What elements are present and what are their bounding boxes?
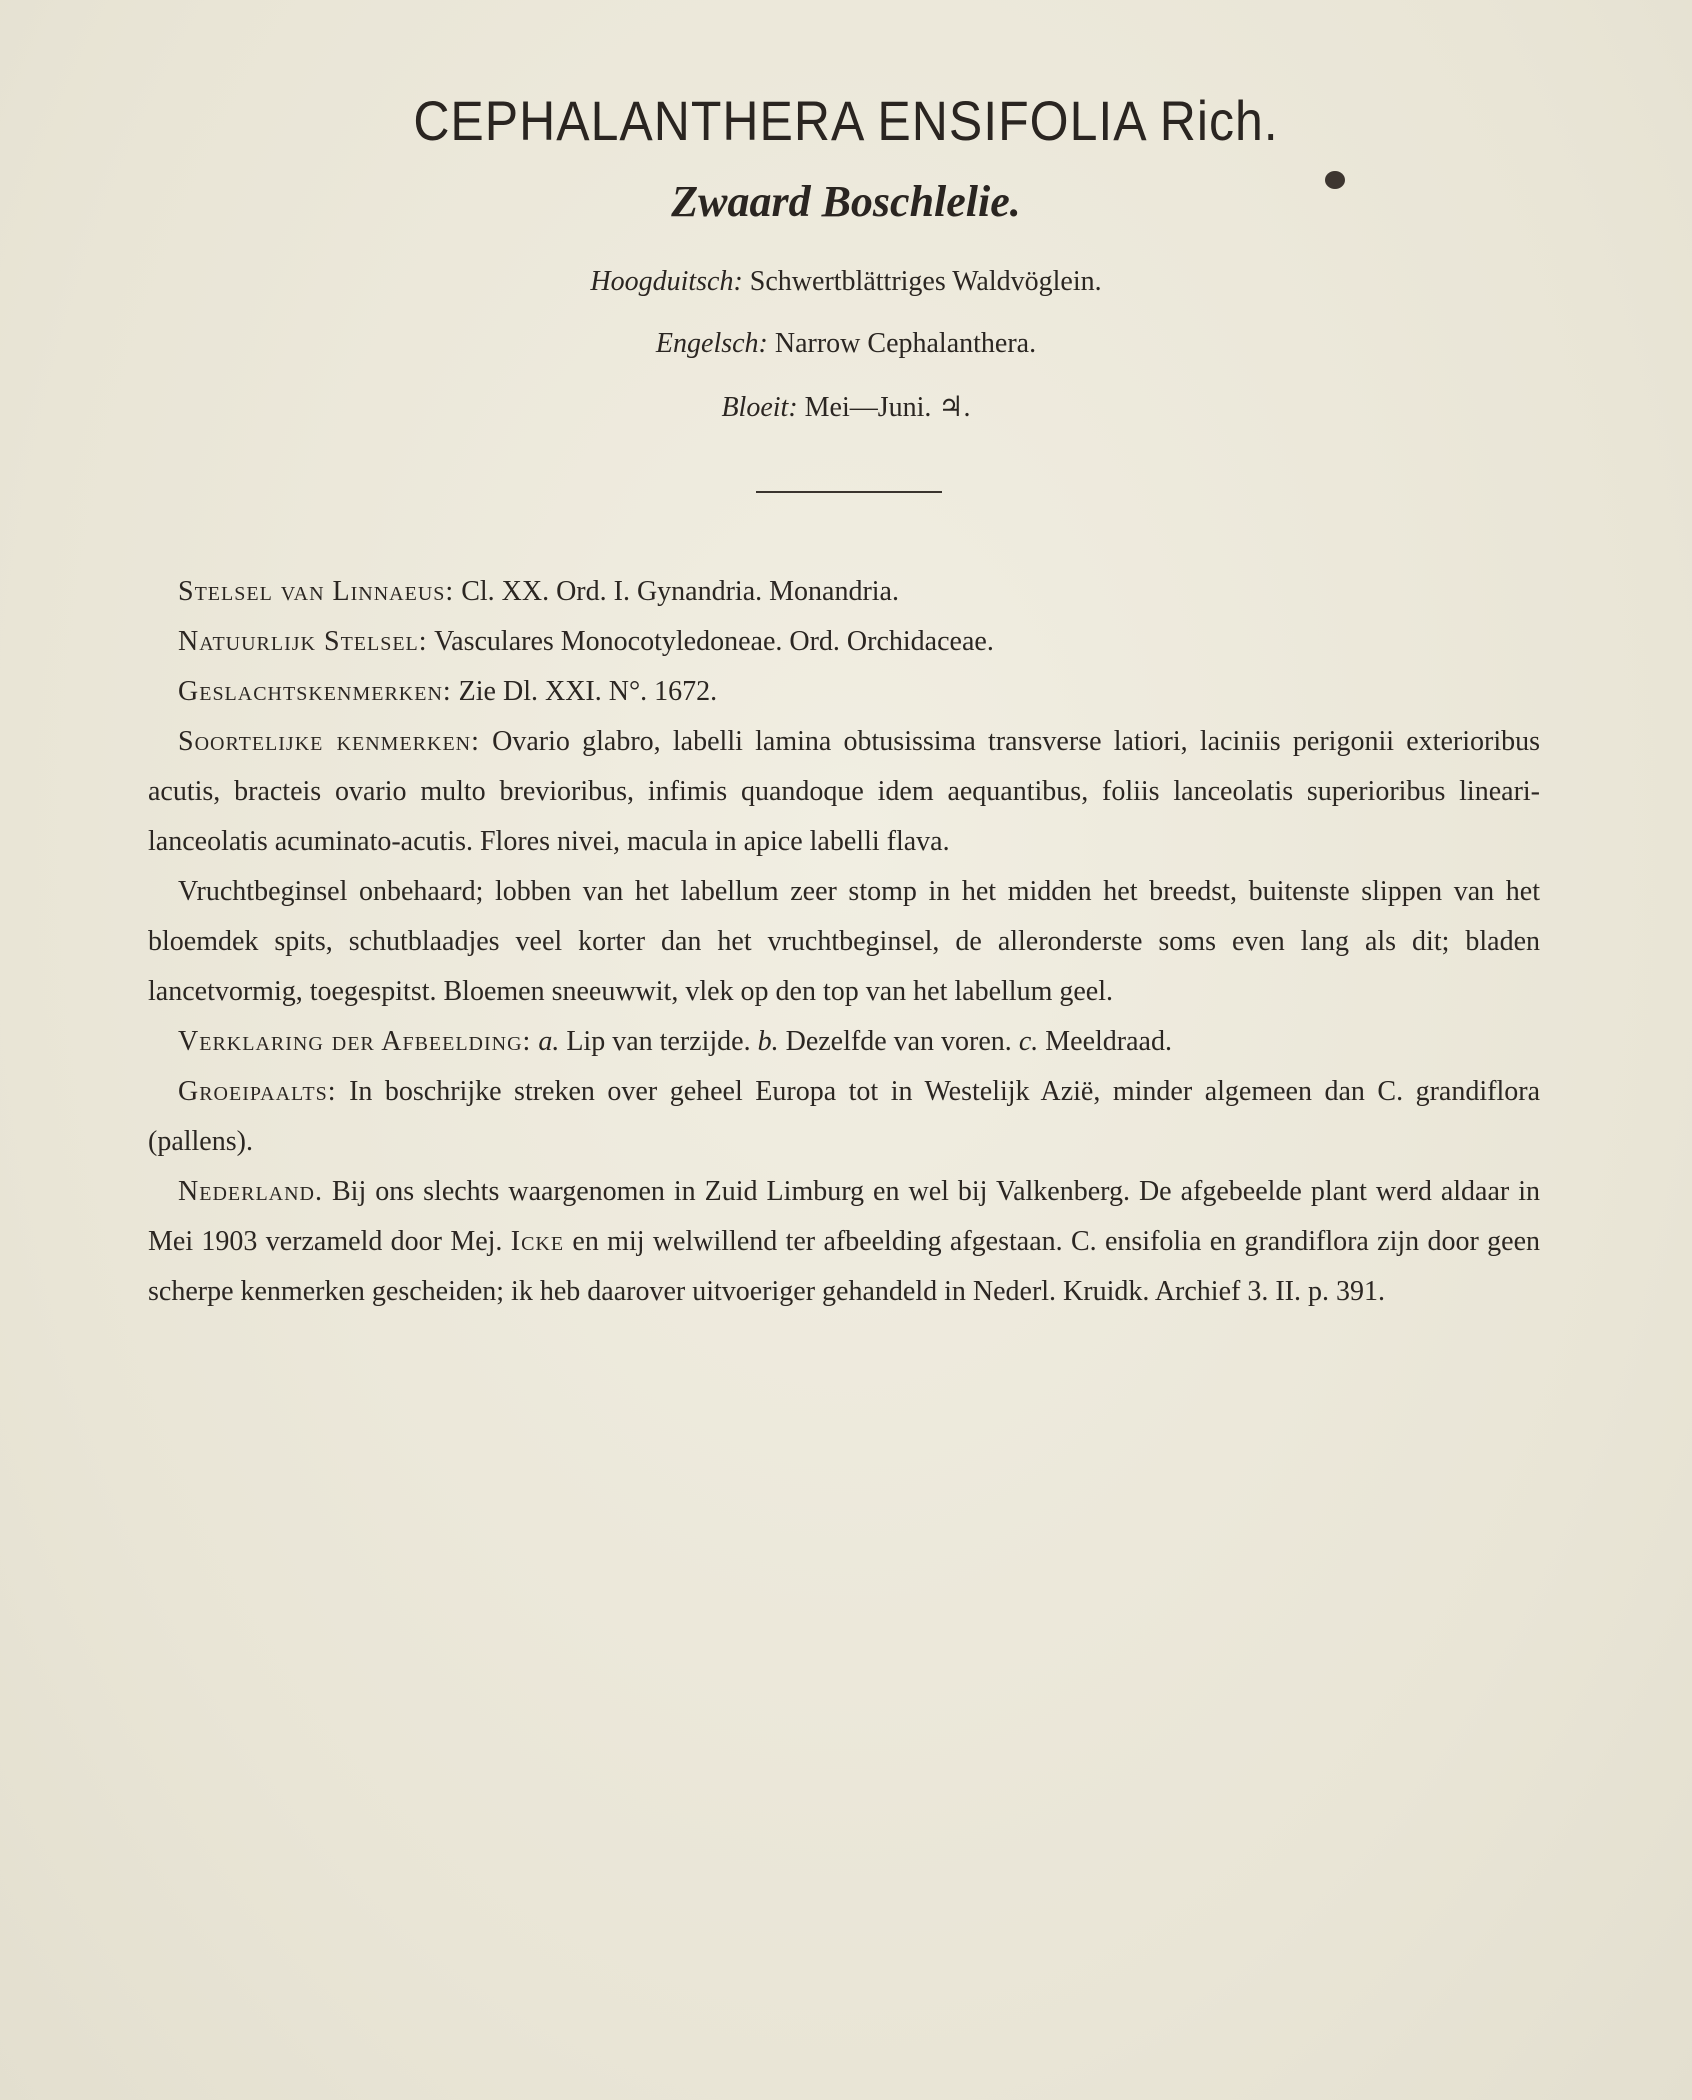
page-subtitle: Zwaard Boschlelie. — [671, 177, 1021, 226]
bloom-label: Bloeit: — [721, 392, 798, 423]
page-title: CEPHALANTHERA ENSIFOLIA Rich. — [413, 89, 1279, 153]
netherlands-text-2: en mij welwillend ter afbeelding afgestaan. C. ensifolia en grandiflora zijn door geen scherpe kenmerken gescheiden; ik heb daarover uitvoeriger gehandeld in Nederl. Kruidk. Archief 3. II. p. 391. — [148, 1226, 1540, 1307]
english-name-line — [0, 328, 1692, 360]
natural-system-label: Natuurlijk Stelsel: — [178, 626, 428, 657]
german-value: Schwertblättriges Waldvöglein. — [749, 266, 1102, 297]
habitat-text: In boschrijke streken over geheel Europa tot in Westelijk Azië, minder algemeen dan C. grandiflora (pallens). — [148, 1076, 1540, 1157]
genus-paragraph — [148, 667, 1540, 717]
english-value: Narrow Cephalanthera. — [774, 328, 1037, 359]
divider-rule — [756, 491, 942, 493]
linnaeus-text: Cl. XX. Ord. I. Gynandria. Monandria. — [461, 576, 899, 607]
habitat-label: Groeipaalts: — [178, 1076, 337, 1107]
figure-c-letter: c. — [1018, 1026, 1039, 1057]
species-label: Soortelijke kenmerken: — [178, 726, 480, 757]
bloom-line — [0, 390, 1692, 424]
classification-block — [148, 567, 1540, 1317]
linnaeus-label: Stelsel van Linnaeus: — [178, 576, 455, 607]
figure-a-letter: a. — [538, 1026, 560, 1057]
english-label: Engelsch: — [655, 328, 768, 359]
habitat-paragraph — [148, 1067, 1540, 1167]
figure-b-letter: b. — [757, 1026, 779, 1057]
species-text: Ovario glabro, labelli lamina obtusissima transverse latiori, laciniis perigonii exterioribus acutis, bracteis ovario multo brevioribus, infimis quandoque idem aequantibus, foliis lanceolatis superioribus lineari-lanceolatis acuminato-acutis. Flores nivei, macula in apice labelli flava. — [148, 726, 1540, 857]
natural-system-text: Vasculares Monocotyledoneae. Ord. Orchidaceae. — [434, 626, 994, 657]
species-paragraph — [148, 717, 1540, 867]
figure-label: Verklaring der Afbeelding: — [178, 1026, 532, 1057]
figure-c-text: Meeldraad. — [1045, 1026, 1172, 1057]
collector-name: Icke — [510, 1226, 565, 1257]
dutch-description-paragraph: Vruchtbeginsel onbehaard; lobben van het labellum zeer stomp in het midden het breedst, buitenste slippen van het bloemdek spits, schutblaadjes veel korter dan het vruchtbeginsel, de alleronderste soms even lang als dit; bladen lancetvormig, toegespitst. Bloemen sneeuwwit, vlek op den top van het labellum geel. — [148, 876, 1540, 1007]
figure-explanation-paragraph — [148, 1017, 1540, 1067]
figure-a-text: Lip van terzijde. — [566, 1026, 751, 1057]
netherlands-text-1: Bij ons slechts waargenomen in Zuid Limburg en wel bij Valkenberg. De afgebeelde plant werd aldaar in Mei 1903 verzameld door Mej. — [148, 1176, 1541, 1257]
genus-text: Zie Dl. XXI. N°. 1672. — [458, 676, 718, 707]
genus-label: Geslachtskenmerken: — [178, 676, 452, 707]
natural-system-paragraph — [148, 617, 1540, 667]
netherlands-paragraph — [148, 1167, 1540, 1317]
netherlands-label: Nederland. — [178, 1176, 323, 1207]
german-label: Hoogduitsch: — [590, 266, 743, 297]
bloom-value: Mei—Juni. ♃. — [804, 392, 971, 423]
german-name-line — [0, 266, 1692, 298]
linnaeus-paragraph — [148, 567, 1540, 617]
figure-b-text: Dezelfde van voren. — [785, 1026, 1012, 1057]
